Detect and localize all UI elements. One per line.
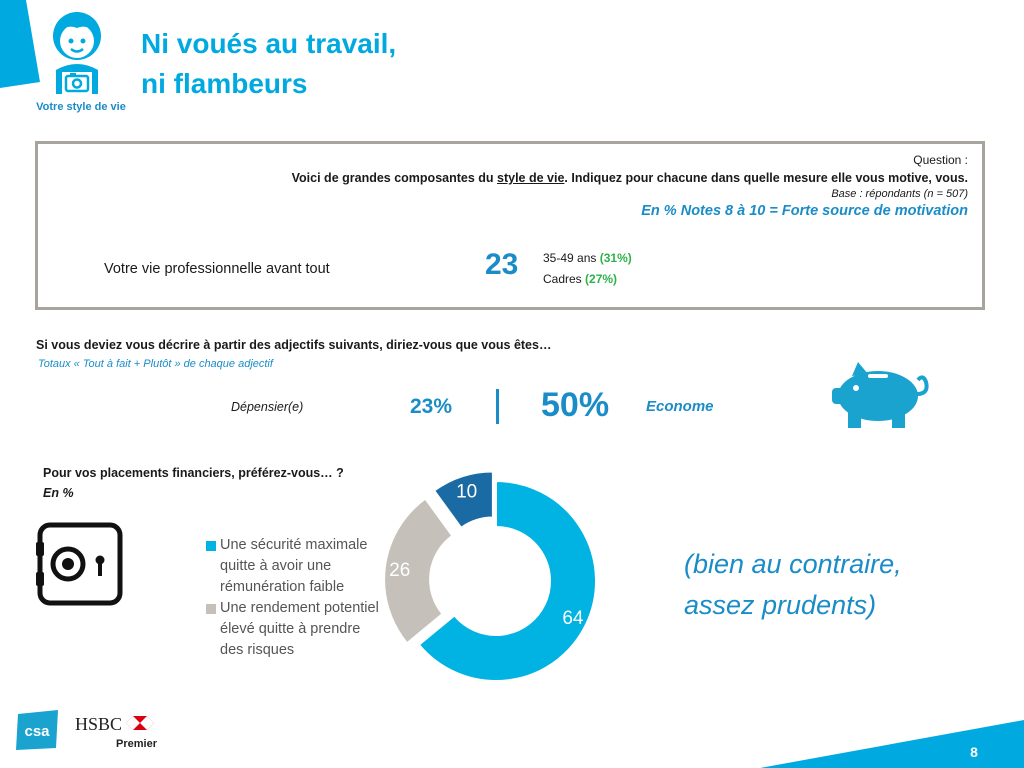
legend-item <box>206 598 386 661</box>
legend-swatch <box>206 541 216 551</box>
corner-decoration <box>0 0 40 90</box>
hsbc-hexagon-icon <box>126 716 154 730</box>
hsbc-logo-text: HSBC <box>75 714 123 734</box>
legend-item <box>206 535 386 598</box>
csa-logo-text: csa <box>24 723 50 740</box>
question-box <box>35 141 985 310</box>
donut-data-label: 26 <box>389 559 411 581</box>
question-base: Base : répondants (n = 507) <box>831 188 968 200</box>
question-text-underlined: style de vie <box>497 171 565 185</box>
subgroup-row <box>543 269 632 290</box>
hsbc-logo <box>75 712 165 752</box>
donut-data-label: 64 <box>562 608 584 630</box>
subgroup-value: (31%) <box>599 251 632 265</box>
donut-data-label: 10 <box>456 481 478 503</box>
subgroup-row <box>543 248 632 269</box>
question-text-part: . Indiquez pour chacune dans quelle mesure elle vous motive, vous. <box>564 171 968 185</box>
annotation-text: (bien au contraire, assez prudents) <box>684 549 902 620</box>
adjective-left-label: Dépensier(e) <box>231 400 304 414</box>
question-label: Question : <box>913 153 968 167</box>
adjective-right-value: 50% <box>541 386 610 424</box>
finance-subtitle: En % <box>43 486 74 500</box>
avatar-icon <box>46 8 108 96</box>
adjective-right-label: Econome <box>646 398 714 415</box>
item-value: 23 <box>485 248 519 281</box>
section-label: Votre style de vie <box>36 101 126 113</box>
adjective-left-value: 23% <box>410 395 453 418</box>
hsbc-sub-text: Premier <box>116 738 157 750</box>
subgroup-value: (27%) <box>585 272 618 286</box>
subgroup-label: Cadres <box>543 272 586 286</box>
item-label: Votre vie professionnelle avant tout <box>104 261 330 277</box>
legend-swatch <box>206 604 216 614</box>
adjective-divider <box>496 389 499 424</box>
question-text <box>292 171 968 185</box>
question-text-part: Voici de grandes composantes du <box>291 171 498 185</box>
donut-chart <box>376 466 626 691</box>
question-note: En % Notes 8 à 10 = Forte source de motivation <box>641 203 968 219</box>
finance-question: Pour vos placements financiers, préférez-vous… ? <box>43 466 344 480</box>
page-title: Ni voués au travail, ni flambeurs <box>141 28 397 99</box>
adjectives-question: Si vous deviez vous décrire à partir des adjectifs suivants, diriez-vous que vous êtes… <box>36 338 552 352</box>
piggy-bank-icon <box>832 360 932 428</box>
chart-legend <box>206 535 386 661</box>
legend-label: Une rendement potentiel élevé quitte à prendre des risques <box>220 600 379 658</box>
adjectives-subtitle: Totaux « Tout à fait + Plutôt » de chaque adjectif <box>38 358 273 370</box>
page-number: 8 <box>970 744 978 760</box>
safe-icon <box>34 520 126 610</box>
csa-logo <box>16 710 60 750</box>
item-subgroups <box>543 248 632 290</box>
subgroup-label: 35-49 ans <box>543 251 600 265</box>
legend-label: Une sécurité maximale quitte à avoir une rémunération faible <box>220 537 368 595</box>
donut-slice <box>419 481 596 681</box>
